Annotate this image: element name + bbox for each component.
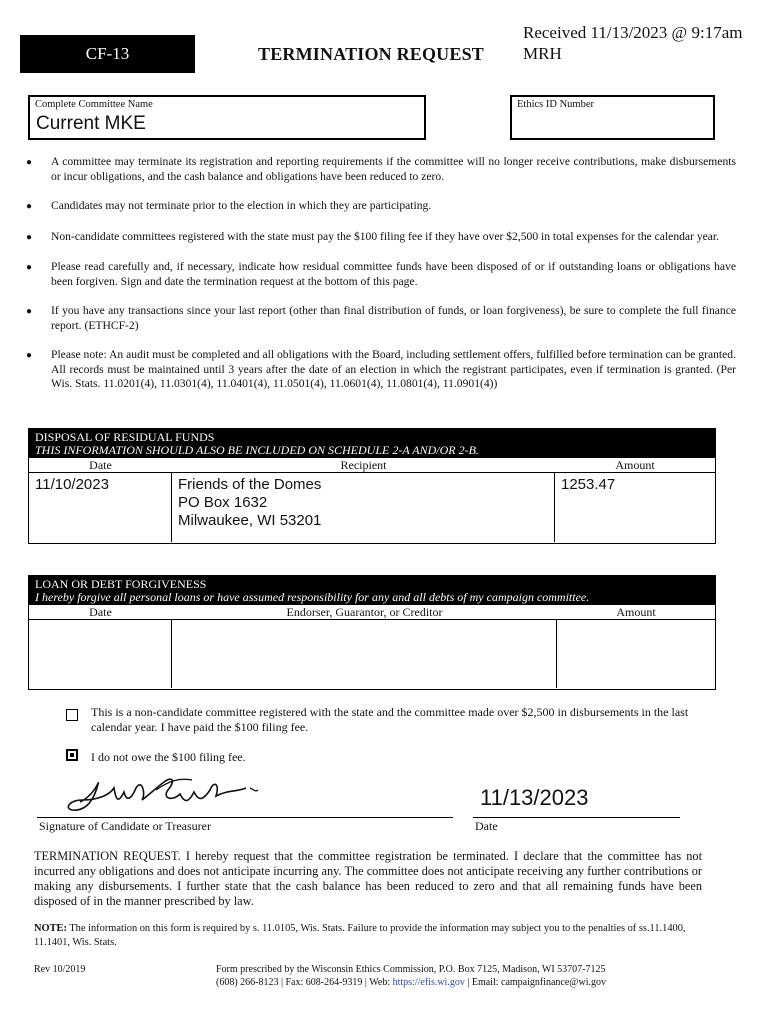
disposal-amount-input[interactable]: 1253.47 [561,476,616,493]
committee-name-value: Current MKE [36,113,146,134]
declaration-text: TERMINATION REQUEST. I hereby request that the committee registration be terminated. I declare that the committee has not incurred any obligations and does not anticipate incurring any. The committee does not anticipate receiving any further contributions or making any disbursements. I further state that the cash balance has been reduced to zero and that all remaining funds have been disposed of in the manner prescribed by law. [34,849,702,908]
col-date: Date [89,605,112,619]
date-line [473,817,680,818]
ethics-id-label: Ethics ID Number [517,99,594,110]
note-text [34,922,704,950]
list-item: ● Candidates may not terminate prior to the election in which they are participating. [26,199,736,215]
recipient-line: PO Box 1632 [178,494,268,511]
col-amount: Amount [615,458,655,472]
footer-line2: (608) 266-8123 | Fax: 608-264-9319 | Web: https://efis.wi.gov | Email: campaignfinance@wi.gov [216,977,607,988]
loan-subheading: I hereby forgive all personal loans or have assumed responsibility for any and all debts of my campaign committee. [35,590,590,604]
table-row [29,472,715,542]
loan-header [29,576,715,604]
list-item: ● A committee may terminate its registration and reporting requirements if the committee will no longer receive contributions, make disbursements or incur obligations, and the cash balance and obligations have been reduced to zero. [26,155,736,183]
checkbox-checked-icon [66,749,78,761]
col-amount: Amount [616,605,656,619]
bullet-icon: ● [26,350,33,361]
footer-line1: Form prescribed by the Wisconsin Ethics Commission, P.O. Box 7125, Madison, WI 53707-7125 [216,964,606,975]
instructions-list [26,155,736,407]
col-date: Date [89,458,112,472]
loan-column-headers [29,604,715,619]
disposal-date-input[interactable]: 11/10/2023 [29,473,172,542]
fee-paid-label: This is a non-candidate committee registered with the state and the committee made over $2,500 in disbursements in the last calendar year. I have paid the $100 filing fee. [91,705,689,734]
list-item: ● If you have any transactions since your last report (other than final distribution of funds, or loan forgiveness), be sure to complete the full finance report. (ETHCF-2) [26,304,736,332]
loan-party-input[interactable] [172,620,557,688]
list-item: ● Please read carefully and, if necessary, indicate how residual committee funds have been disposed of or if outstanding loans or obligations have been forgiven. Sign and date the termination request at the bottom of this page. [26,260,736,288]
recipient-line: Friends of the Domes [178,476,322,493]
received-stamp: Received 11/13/2023 @ 9:17am MRH [523,23,743,63]
col-recipient: Recipient [340,458,387,472]
committee-name-field[interactable] [28,95,426,140]
disposal-subheading: THIS INFORMATION SHOULD ALSO BE INCLUDED ON SCHEDULE 2-A AND/OR 2-B. [35,443,479,457]
ethics-id-field[interactable] [510,95,715,140]
no-fee-checkbox[interactable] [66,748,78,766]
disposal-recipient-input[interactable] [172,473,555,542]
col-party: Endorser, Guarantor, or Creditor [286,605,443,619]
signature-image [60,770,270,822]
list-item: ● Non-candidate committees registered with the state must pay the $100 filing fee if they have over $2,500 in total expenses for the calendar year. [26,230,736,246]
bullet-icon: ● [26,201,33,212]
revision-label: Rev 10/2019 [34,964,86,975]
bullet-icon: ● [26,262,33,273]
recipient-line: Milwaukee, WI 53201 [178,512,322,529]
disposal-column-headers [29,457,715,472]
checkbox-empty-icon [66,709,78,721]
disposal-heading: DISPOSAL OF RESIDUAL FUNDS [35,430,215,444]
bullet-icon: ● [26,231,33,243]
no-fee-label: I do not owe the $100 filing fee. [91,750,246,764]
loan-heading: LOAN OR DEBT FORGIVENESS [35,577,207,591]
loan-date-input[interactable] [29,620,172,688]
note-body: The information on this form is required by s. 11.0105, Wis. Stats. Failure to provide the information may subject you to the penalties of ss.11.1400, 11.1401, Wis. Stats. [34,923,686,948]
sign-date-value[interactable]: 11/13/2023 [480,785,589,810]
committee-name-label: Complete Committee Name [35,99,153,110]
list-item: ● Please note: An audit must be completed and all obligations with the Board, including settlement offers, fulfilled before termination can be granted. All records must be maintained until 3 years after the date of an election in which the registrant participates, even if termination is granted. (Per Wis. Stats. 11.0201(4), 11.0301(4), 11.0401(4), 11.0501(4), 11.0601(4), 11.0801(4), 11.0901(4)) [26,348,736,390]
form-id: CF-13 [85,44,130,63]
page-title: TERMINATION REQUEST [258,44,485,64]
signature-line[interactable] [37,817,453,818]
disposal-header [29,429,715,457]
date-label: Date [475,819,498,833]
loan-section [28,575,716,690]
bullet-icon: ● [26,306,33,317]
website-link[interactable]: https://efis.wi.gov [392,977,465,988]
form-id-badge [20,35,195,73]
footer-info [216,963,736,989]
disposal-section [28,428,716,544]
note-label: NOTE: [34,923,67,934]
signature-label: Signature of Candidate or Treasurer [39,819,211,833]
loan-amount-input[interactable] [557,620,715,688]
table-row [29,619,715,688]
fee-paid-checkbox[interactable] [66,708,78,726]
bullet-icon: ● [26,157,33,168]
